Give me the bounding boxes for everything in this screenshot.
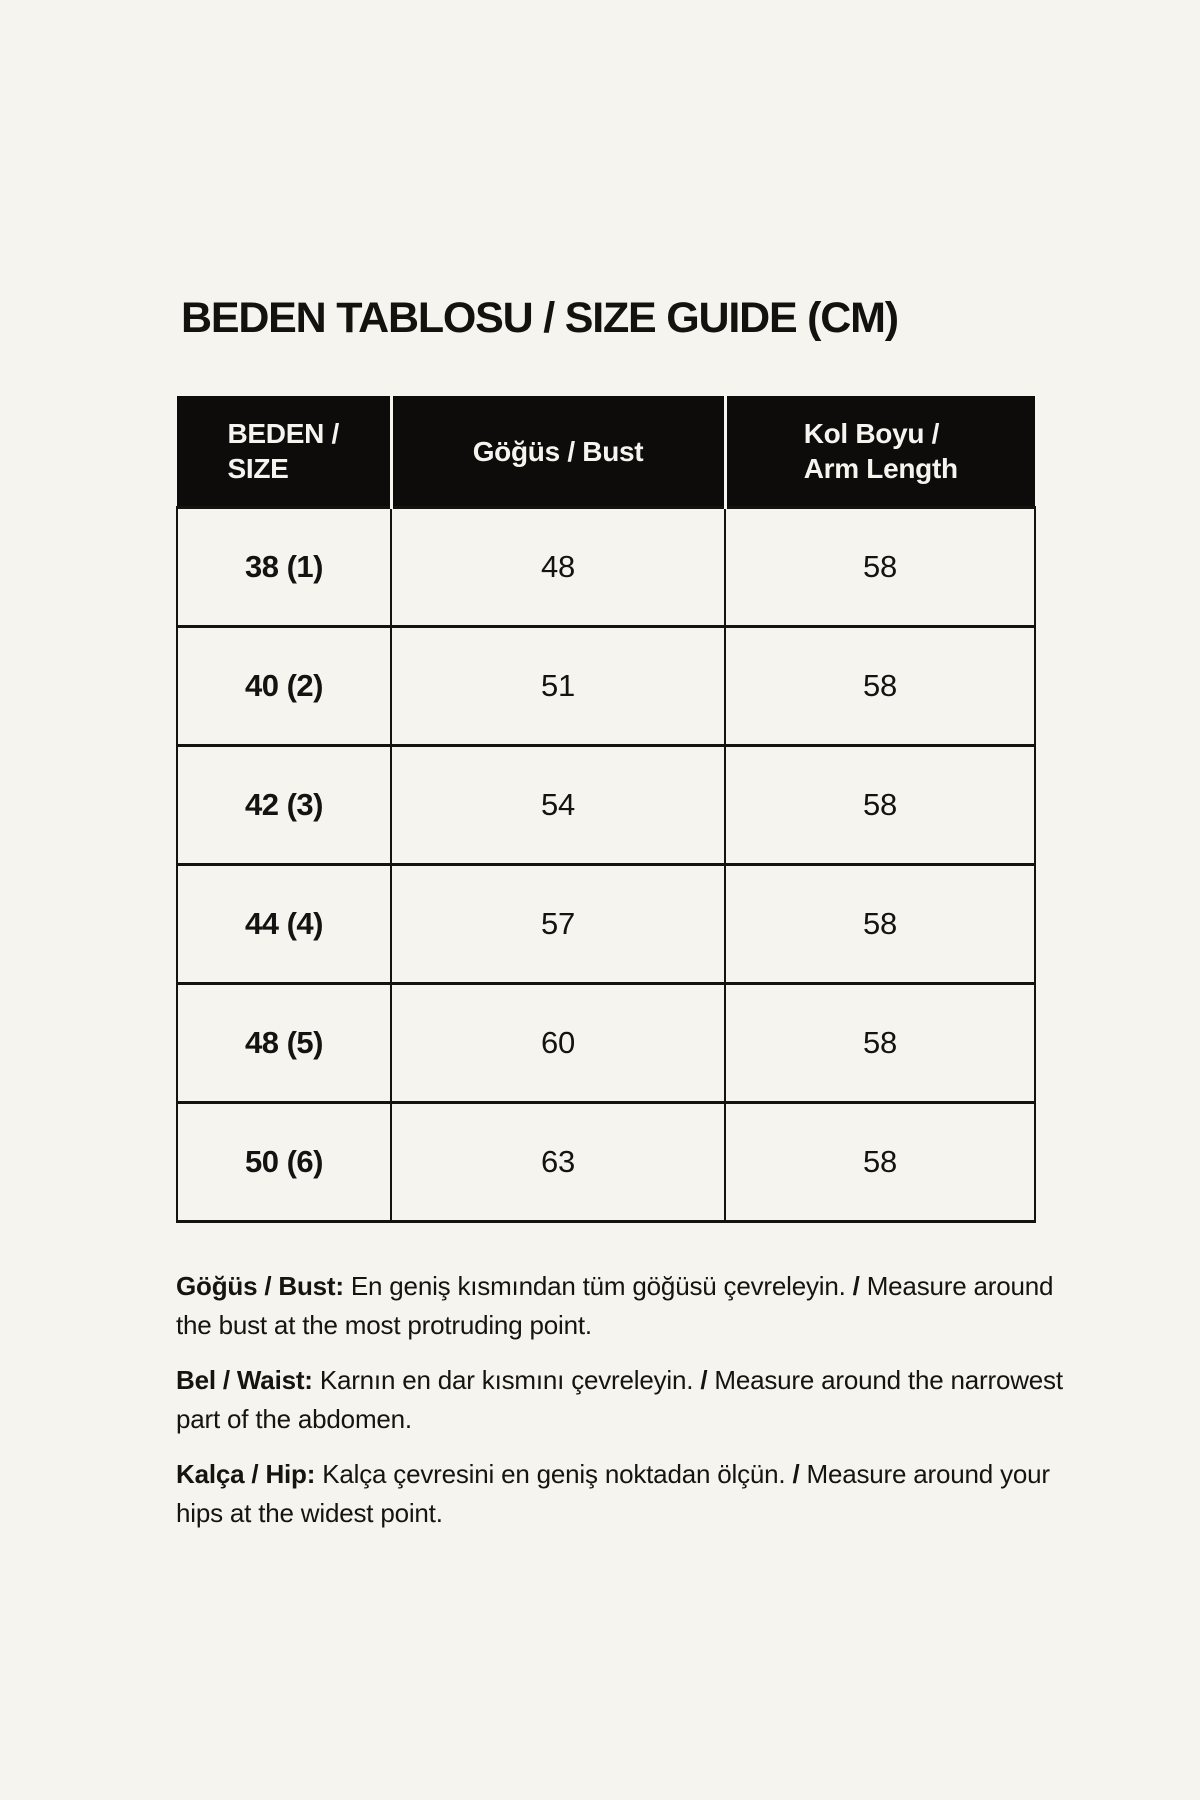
page-title: BEDEN TABLOSU / SIZE GUIDE (CM): [181, 294, 898, 342]
note-hip-text-en: Measure around your hips at the widest point.: [176, 1459, 1050, 1528]
note-waist-text-tr: Karnın en dar kısmını çevreleyin.: [319, 1365, 694, 1395]
note-hip-separator: /: [792, 1459, 800, 1489]
column-header-bust: [391, 396, 725, 508]
note-waist-text-en: Measure around the narrowest part of the abdomen.: [176, 1365, 1063, 1434]
bust-cell: 54: [391, 746, 725, 865]
arm-cell: 58: [725, 865, 1035, 984]
note-hip: [176, 1455, 1081, 1533]
measurement-notes: [176, 1267, 1081, 1549]
note-bust-label: Göğüs / Bust:: [176, 1271, 344, 1301]
arm-cell: 58: [725, 984, 1035, 1103]
note-bust: [176, 1267, 1081, 1345]
size-cell: 50 (6): [177, 1103, 391, 1222]
bust-cell: 60: [391, 984, 725, 1103]
column-header-bust-line1: Göğüs / Bust: [472, 435, 644, 467]
column-header-arm: [725, 396, 1035, 508]
table-row: [177, 508, 1035, 627]
column-header-size-line2: SIZE: [227, 453, 289, 484]
arm-cell: 58: [725, 508, 1035, 627]
table-row: [177, 1103, 1035, 1222]
note-waist: [176, 1361, 1081, 1439]
table-row: [177, 746, 1035, 865]
column-header-arm-line1: Kol Boyu /: [803, 418, 940, 449]
size-guide-table: [176, 396, 1036, 1223]
size-cell: 42 (3): [177, 746, 391, 865]
table-row: [177, 984, 1035, 1103]
bust-cell: 57: [391, 865, 725, 984]
size-cell: 48 (5): [177, 984, 391, 1103]
note-hip-text-tr: Kalça çevresini en geniş noktadan ölçün.: [322, 1459, 786, 1489]
table-row: [177, 627, 1035, 746]
column-header-size-text: [228, 416, 339, 486]
column-header-size-line1: BEDEN /: [227, 418, 339, 449]
note-waist-label: Bel / Waist:: [176, 1365, 313, 1395]
bust-cell: 63: [391, 1103, 725, 1222]
arm-cell: 58: [725, 627, 1035, 746]
table-row: [177, 865, 1035, 984]
note-bust-text-tr: En geniş kısmından tüm göğüsü çevreleyin.: [350, 1271, 846, 1301]
bust-cell: 48: [391, 508, 725, 627]
bust-cell: 51: [391, 627, 725, 746]
arm-cell: 58: [725, 1103, 1035, 1222]
size-cell: 44 (4): [177, 865, 391, 984]
note-waist-separator: /: [700, 1365, 708, 1395]
column-header-bust-text: [473, 434, 644, 469]
size-cell: 40 (2): [177, 627, 391, 746]
arm-cell: 58: [725, 746, 1035, 865]
note-hip-label: Kalça / Hip:: [176, 1459, 316, 1489]
column-header-arm-line2: Arm Length: [803, 453, 958, 484]
size-cell: 38 (1): [177, 508, 391, 627]
column-header-arm-text: [804, 416, 958, 486]
column-header-size: [177, 396, 391, 508]
note-bust-text-en: Measure around the bust at the most protruding point.: [176, 1271, 1054, 1340]
note-bust-separator: /: [852, 1271, 860, 1301]
table-header-row: [177, 396, 1035, 508]
